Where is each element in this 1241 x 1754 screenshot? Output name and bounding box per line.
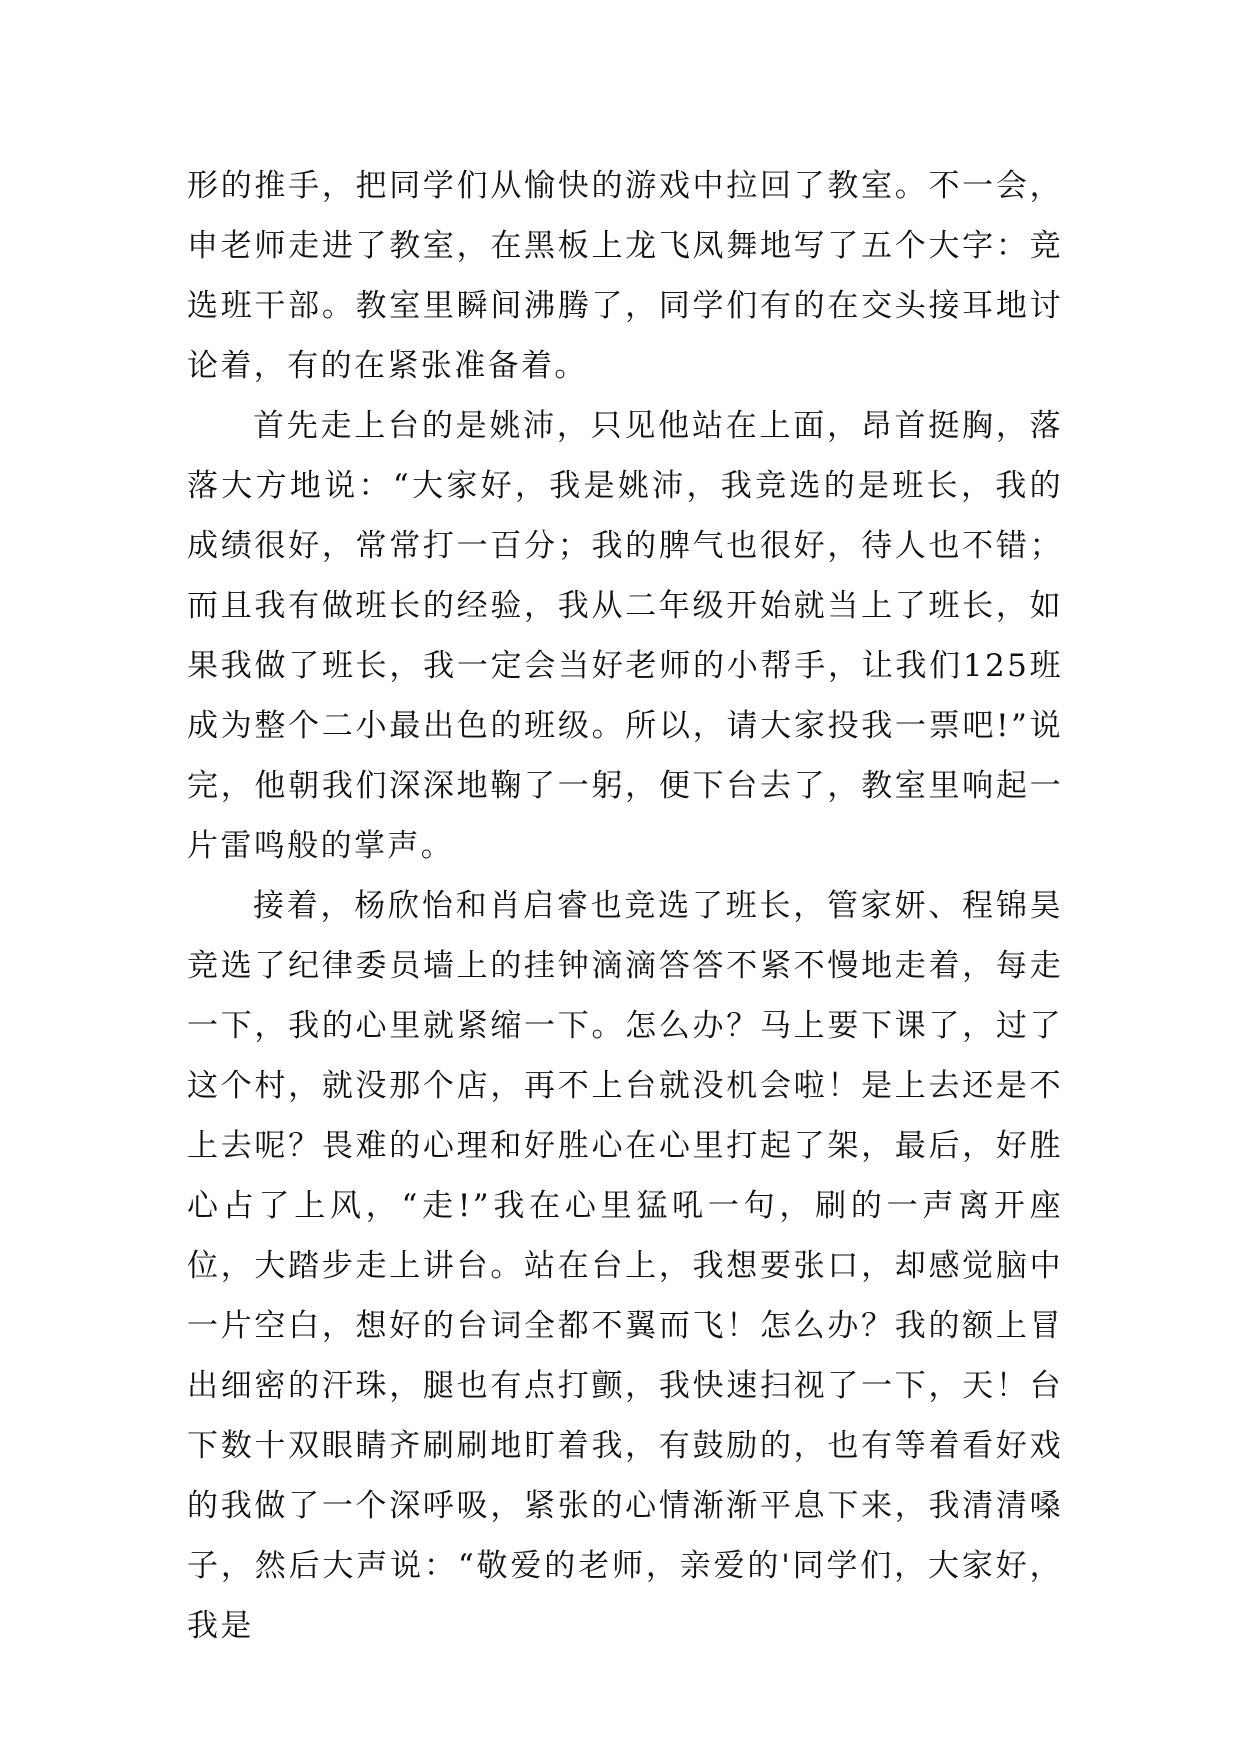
paragraph-3: 接着，杨欣怡和肖启睿也竞选了班长，管家妍、程锦昊竞选了纪律委员墙上的挂钟滴滴答答不紧不慢地走着，每走一下，我的心里就紧缩一下。怎么办？马上要下课了，过了这个村，就没那个店，再不上台就没机会啦！是上去还是不上去呢？畏难的心理和好胜心在心里打起了架，最后，好胜心占了上风，“走!”我在心里猛吼一句，刷的一声离开座位，大踏步走上讲台。站在台上，我想要张口，却感觉脑中一片空白，想好的台词全都不翼而飞！怎么办？我的额上冒出细密的汗珠，腿也有点打颤，我快速扫视了一下，天！台下数十双眼睛齐刷刷地盯着我，有鼓励的，也有等着看好戏的我做了一个深呼吸，紧张的心情渐渐平息下来，我清清嗓子，然后大声说：“敬爱的老师，亲爱的'同学们，大家好，我是 [187, 888, 1063, 1644]
paragraph-2: 首先走上台的是姚沛，只见他站在上面，昂首挺胸，落落大方地说：“大家好，我是姚沛，我竞选的是班长，我的成绩很好，常常打一百分；我的脾气也很好，待人也不错；而且我有做班长的经验，我从二年级开始就当上了班长，如果我做了班长，我一定会当好老师的小帮手，让我们125班成为整个二小最出色的班级。所以，请大家投我一票吧!”说完，他朝我们深深地鞠了一躬，便下台去了，教室里响起一片雷鸣般的掌声。 [187, 408, 1063, 864]
paragraph-1: 形的推手，把同学们从愉快的游戏中拉回了教室。不一会，申老师走进了教室，在黑板上龙飞凤舞地写了五个大字：竞选班干部。教室里瞬间沸腾了，同学们有的在交头接耳地讨论着，有的在紧张准备着。 [187, 168, 1063, 384]
body-text [187, 156, 1063, 1656]
